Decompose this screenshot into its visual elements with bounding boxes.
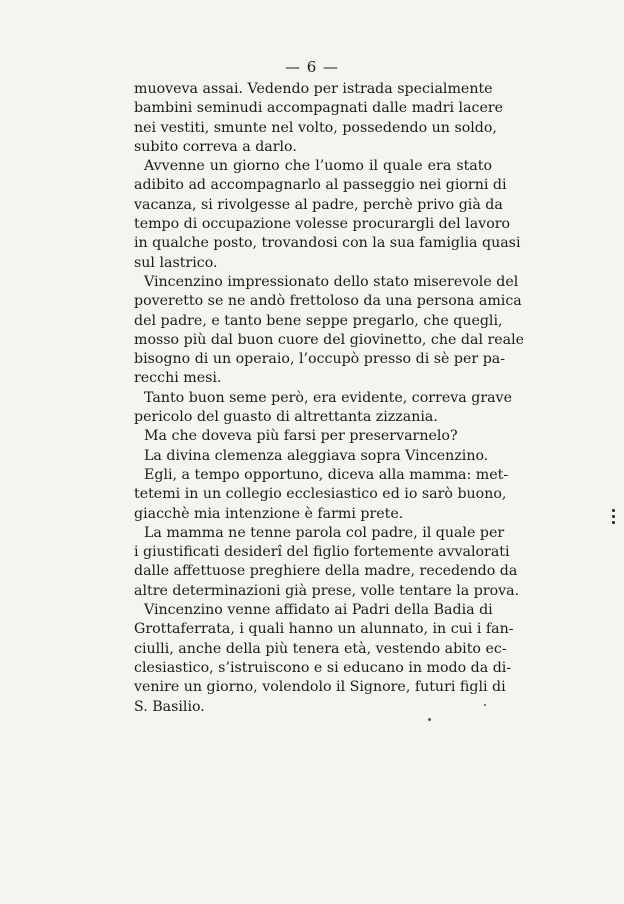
text-line: Avvenne un giorno che l’uomo il quale era stato (144, 158, 492, 175)
text-line: vacanza, si rivolgesse al padre, perchè privo già da (134, 196, 503, 213)
text-line: Vincenzino impressionato dello stato miserevole del (144, 273, 519, 290)
text-line: i giustificati desiderî del figlio fortemente avvalorati (134, 544, 510, 561)
body-text (134, 80, 525, 717)
text-line: tetemi in un collegio ecclesiastico ed io sarò buono, (134, 486, 507, 503)
text-line: ciulli, anche della più tenera età, vestendo abito ec- (134, 640, 507, 657)
text-line: Grottaferrata, i quali hanno un alunnato, in cui i fan- (134, 621, 514, 638)
text-line: poveretto se ne andò frettoloso da una persona amica (134, 293, 522, 310)
text-line: bisogno di un operaio, l’occupò presso di sè per pa- (134, 351, 506, 368)
text-line: dalle affettuose preghiere della madre, recedendo da (134, 563, 518, 580)
text-line: tempo di occupazione volesse procurargli del lavoro (134, 216, 511, 233)
text-line: subito correva a darlo. (134, 138, 297, 155)
text-line: Tanto buon seme però, era evidente, correva grave (144, 389, 512, 406)
ink-speck (428, 718, 431, 721)
text-line: Vincenzino venne affidato ai Padri della Badia di (144, 602, 493, 619)
text-line: sul lastrico. (134, 254, 218, 271)
page-number: — 6 — (284, 58, 340, 76)
text-line: La divina clemenza aleggiava sopra Vincenzino. (144, 447, 489, 464)
text-line: del padre, e tanto bene seppe pregarlo, che quegli, (134, 312, 503, 329)
text-line: pericolo del guasto di altrettanta zizzania. (134, 409, 438, 426)
text-line: La mamma ne tenne parola col padre, il quale per (144, 524, 505, 541)
text-line: altre determinazioni già prese, volle tentare la prova. (134, 582, 520, 599)
text-line: S. Basilio. (134, 698, 205, 715)
text-line: bambini seminudi accompagnati dalle madri lacere (134, 100, 504, 117)
text-line: clesiastico, s’istruiscono e si educano in modo da di- (134, 659, 512, 676)
text-line: Egli, a tempo opportuno, diceva alla mamma: met- (144, 466, 509, 483)
text-line: in qualche posto, trovandosi con la sua famiglia quasi (134, 235, 521, 252)
text-line: muoveva assai. Vedendo per istrada specialmente (134, 81, 493, 97)
text-line: giacchè mia intenzione è farmi prete. (134, 505, 404, 522)
text-line: mosso più dal buon cuore del giovinetto, che dal reale (134, 331, 525, 348)
text-line: nei vestiti, smunte nel volto, possedendo un soldo, (134, 119, 497, 136)
margin-speck-marks (611, 506, 617, 532)
text-line: adibito ad accompagnarlo al passeggio nei giorni di (134, 177, 507, 194)
text-line: Ma che doveva più farsi per preservarnelo? (144, 428, 458, 445)
ink-speck (484, 704, 486, 706)
text-line: venire un giorno, volendolo il Signore, futuri figli di (134, 679, 506, 696)
text-line: recchi mesi. (134, 370, 222, 387)
